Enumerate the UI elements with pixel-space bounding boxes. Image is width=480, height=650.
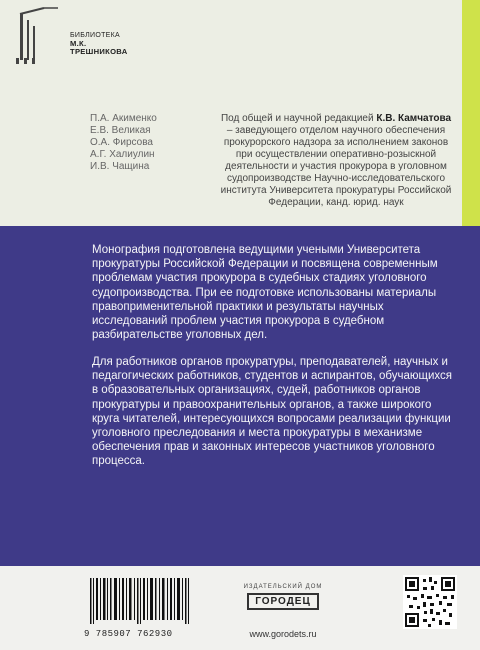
author-name: П.А. Акименко (90, 113, 157, 124)
qr-code-icon (403, 575, 457, 629)
isbn-number: 9 785907 762930 (84, 629, 173, 639)
author-name: И.В. Чащина (90, 161, 150, 172)
editor-statement (220, 113, 452, 209)
editor-name: К.В. Камчатова (376, 113, 452, 124)
annotation-text: Для работников органов прокуратуры, преподавателей, научных и педагогических работников, студентов и аспирантов, обучающихся в образовательных организациях, судей, работников органов прокуратуры и правоохранительных органов, а также широкого круга читателей, интересующихся вопросами реализации функции уголовного преследования и места прокуратуры в механизме обеспечения прав и законных интересов участников уголовного процесса. (92, 356, 452, 468)
editor-description: – заведующего отделом научного обеспечения прокурорского надзора за исполнением законов при осуществлении оперативно-розыскной деятельности и участия прокурора в уголовном судопроизводстве Научно-исследовательского института Университета прокуратуры Российской Федерации, канд. юрид. наук (220, 125, 452, 208)
annotation-paragraph-2 (92, 355, 452, 469)
publisher-url: www.gorodets.ru (249, 629, 317, 639)
author-name: А.Г. Халиулин (90, 149, 155, 160)
authors-list (90, 113, 157, 173)
library-logo-text (70, 32, 132, 56)
author-name: О.А. Фирсова (90, 137, 153, 148)
publisher-label: ИЗДАТЕЛЬСКИЙ ДОМ (243, 584, 323, 590)
publisher-name: ГОРОДЕЦ (247, 593, 319, 610)
library-logo (14, 6, 132, 68)
annotation-text: Монография подготовлена ведущими учеными Университета прокуратуры Российской Федерации и посвящена современным проблемам участия прокурора в судебных стадиях уголовного судопроизводства. При ее подготовке использованы материалы правоприменительной практики и результаты научных исследований проблем участия прокурора в судебном разбирательстве уголовных дел. (92, 244, 438, 342)
editor-prefix: Под общей и научной редакцией (220, 113, 377, 124)
library-building-icon (14, 6, 58, 68)
logo-line1: БИБЛИОТЕКА (70, 32, 120, 39)
logo-line2: М.К. ТРЕШНИКОВА (70, 39, 128, 56)
publisher-logo (234, 584, 332, 610)
barcode-icon (84, 578, 196, 624)
author-name: Е.В. Великая (90, 125, 151, 136)
annotation-paragraph-1 (92, 243, 452, 342)
accent-stripe (462, 0, 480, 226)
